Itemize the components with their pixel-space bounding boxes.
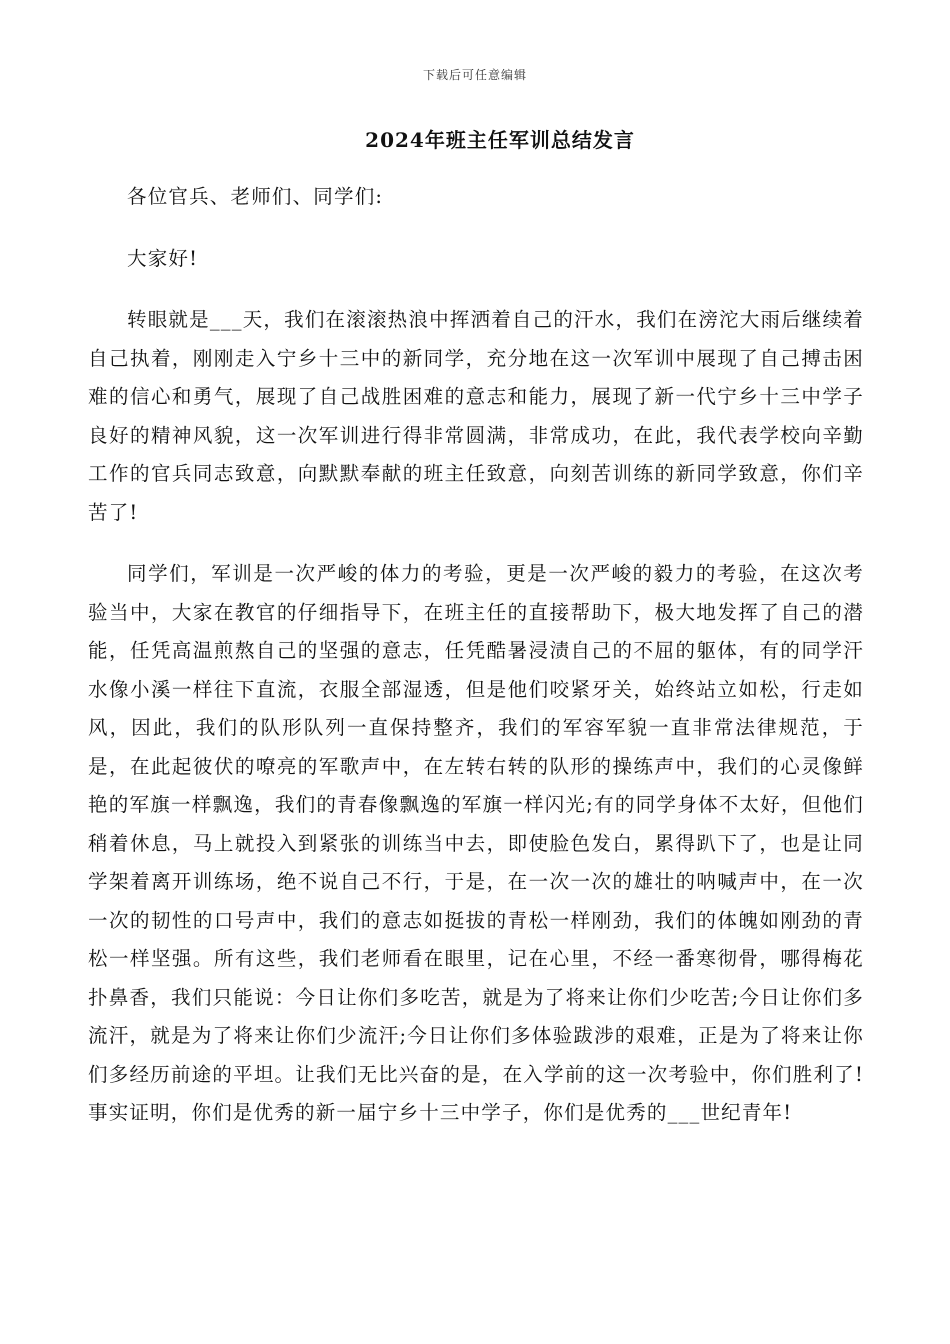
hello-line: 大家好! [127,246,199,270]
document-title: 2024年班主任军训总结发言 [365,128,635,152]
paragraph-1: 转眼就是___天，我们在滚滚热浪中挥洒着自己的汗水，我们在滂沱大雨后继续着自己执着，刚刚走入宁乡十三中的新同学，充分地在这一次军训中展现了自己搏击困难的信心和勇气，展现了自己战胜困难的意志和能力，展现了新一代宁乡十三中学子良好的精神风貌，这一次军训进行得非常圆满，非常成功，在此，我代表学校向辛勤工作的官兵同志致意，向默默奉献的班主任致意，向刻苦训练的新同学致意，你们辛苦了! [88,308,864,524]
greeting-line: 各位官兵、老师们、同学们: [127,185,384,208]
document-body [88,178,864,1133]
paragraph-2: 同学们，军训是一次严峻的体力的考验，更是一次严峻的毅力的考验，在这次考验当中，大家在教官的仔细指导下，在班主任的直接帮助下，极大地发挥了自己的潜能，任凭高温煎熬自己的坚强的意志，任凭酷暑浸渍自己的不屈的躯体，有的同学汗水像小溪一样往下直流，衣服全部湿透，但是他们咬紧牙关，始终站立如松，行走如风，因此，我们的队形队列一直保持整齐，我们的军容军貌一直非常法律规范，于是，在此起彼伏的嘹亮的军歌声中，在左转右转的队形的操练声中，我们的心灵像鲜艳的军旗一样飘逸，我们的青春像飘逸的军旗一样闪光;有的同学身体不太好，但他们稍着休息，马上就投入到紧张的训练当中去，即使脸色发白，累得趴下了，也是让同学架着离开训练场，绝不说自己不行，于是，在一次一次的雄壮的呐喊声中，在一次一次的韧性的口号声中，我们的意志如挺拔的青松一样刚劲，我们的体魄如刚劲的青松一样坚强。所有这些，我们老师看在眼里，记在心里，不经一番寒彻骨，哪得梅花扑鼻香，我们只能说：今日让你们多吃苦，就是为了将来让你们少吃苦;今日让你们多流汗，就是为了将来让你们少流汗;今日让你们多体验跋涉的艰难，正是为了将来让你们多经历前途的平坦。让我们无比兴奋的是，在入学前的这一次考验中，你们胜利了!事实证明，你们是优秀的新一届宁乡十三中学子，你们是优秀的___世纪青年! [88,562,864,1124]
download-note: 下载后可任意编辑 [422,68,527,82]
